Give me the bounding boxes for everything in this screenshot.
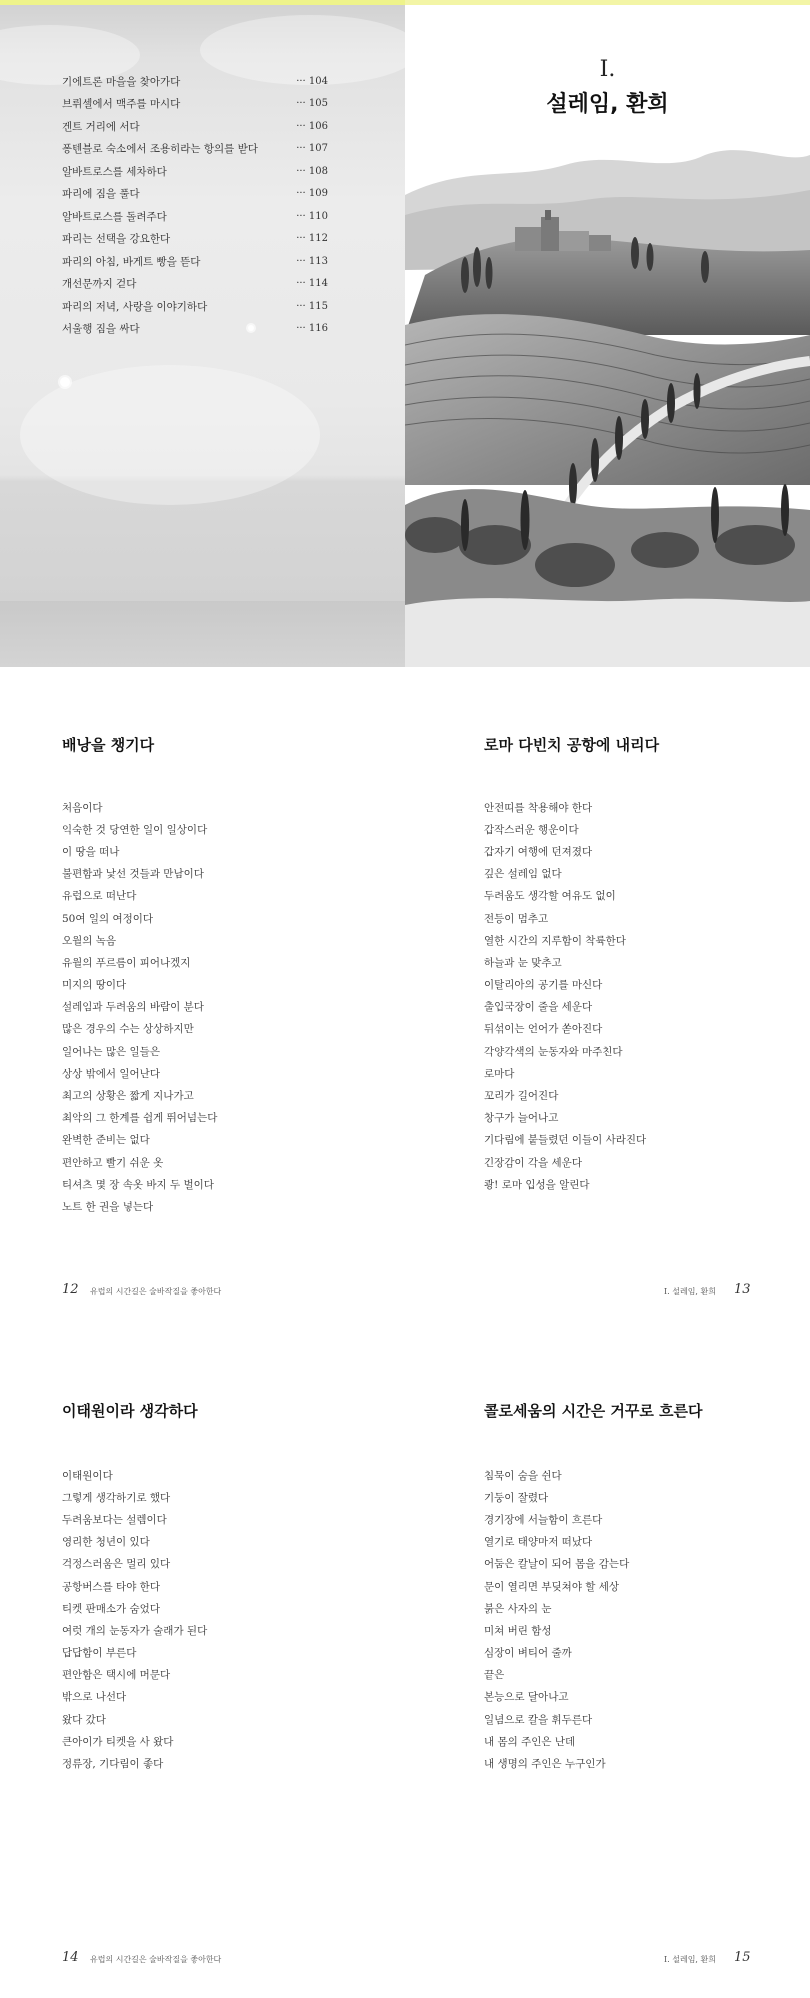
page-number: 13 <box>734 1282 751 1297</box>
chapter-art-page <box>405 5 810 667</box>
toc-item-title: 기에트론 마을을 찾아가다 <box>62 75 181 88</box>
toc-item[interactable] <box>62 138 328 161</box>
poem-line: 경기장에 서늘함이 흐른다 <box>484 1513 603 1526</box>
poem-title: 배낭을 챙기다 <box>62 736 155 754</box>
toc-item-title: 서울행 짐을 싸다 <box>62 323 140 336</box>
toc-item-page: ··· 107 <box>296 143 328 155</box>
poem-line: 걱정스러움은 멀리 있다 <box>62 1558 171 1571</box>
poem-line: 안전띠를 착용해야 한다 <box>484 801 593 814</box>
toc-item[interactable] <box>62 250 328 273</box>
poem-body <box>62 1464 362 1775</box>
toc-item-page: ··· 104 <box>296 75 328 87</box>
toc-item-title: 파리의 아침, 바게트 빵을 뜯다 <box>62 255 201 268</box>
toc-item[interactable] <box>62 295 328 318</box>
toc-item[interactable] <box>62 228 328 251</box>
poem-line: 뒤섞이는 언어가 쏟아진다 <box>484 1023 603 1036</box>
poem-line: 설레임과 두려움의 바람이 분다 <box>62 1001 204 1014</box>
poem-line: 티켓 판매소가 숨었다 <box>62 1602 160 1615</box>
toc-item-page: ··· 116 <box>296 323 328 335</box>
poem-line: 침묵이 숨을 쉰다 <box>484 1469 562 1482</box>
poem-title: 이태원이라 생각하다 <box>62 1402 198 1420</box>
toc-item[interactable] <box>62 205 328 228</box>
toc-item-page: ··· 105 <box>296 98 328 110</box>
poem-line: 정류장, 기다림이 좋다 <box>62 1758 164 1771</box>
poem-line: 출입국장이 줄을 세운다 <box>484 1001 593 1014</box>
poem-line: 기둥이 잘렸다 <box>484 1491 549 1504</box>
table-of-contents <box>62 70 328 340</box>
toc-item-page: ··· 106 <box>296 120 328 132</box>
toc-item-title: 알바트로스를 돌려주다 <box>62 210 167 223</box>
running-header: 유럽의 시간길은 술바작질을 좋아한다 <box>90 1955 222 1964</box>
poem-line: 완벽한 준비는 없다 <box>62 1134 150 1147</box>
poem-line: 갑작스러운 행운이다 <box>484 823 579 836</box>
poem-line: 많은 경우의 수는 상상하지만 <box>62 1023 194 1036</box>
poem-line: 공항버스를 타야 한다 <box>62 1580 160 1593</box>
poem-line: 편안함은 택시에 머문다 <box>62 1669 171 1682</box>
toc-item-page: ··· 114 <box>296 278 328 290</box>
poem-line: 문이 열리면 부딪쳐야 할 세상 <box>484 1580 620 1593</box>
poem-line: 큰아이가 티켓을 사 왔다 <box>62 1735 174 1748</box>
poem-line: 여럿 개의 눈동자가 술래가 된다 <box>62 1624 208 1637</box>
toc-item[interactable] <box>62 183 328 206</box>
poem-line: 유럽으로 떠난다 <box>62 890 137 903</box>
page-number: 12 <box>62 1282 79 1297</box>
poem-line: 일어나는 많은 일들은 <box>62 1045 160 1058</box>
toc-item[interactable] <box>62 318 328 341</box>
poem-line: 깊은 설레임 없다 <box>484 868 562 881</box>
poem-line: 노트 한 권을 넣는다 <box>62 1200 154 1213</box>
page-number: 15 <box>734 1950 751 1965</box>
running-header: I. 설레임, 환희 <box>664 1287 716 1296</box>
poem-line: 최악의 그 한계를 쉽게 뛰어넘는다 <box>62 1112 218 1125</box>
running-header: I. 설레임, 환희 <box>664 1955 716 1964</box>
flower-decoration <box>60 377 70 387</box>
poem-body <box>484 1464 784 1775</box>
poem-line: 상상 밖에서 일어난다 <box>62 1067 160 1080</box>
toc-item-title: 퐁텐블로 숙소에서 조용히라는 항의를 받다 <box>62 143 258 156</box>
poem-line: 익숙한 것 당연한 일이 일상이다 <box>62 823 208 836</box>
toc-item-title: 알바트로스를 세차하다 <box>62 165 167 178</box>
poem-line: 오월의 녹음 <box>62 934 117 947</box>
poem-line: 이탈리아의 공기를 마신다 <box>484 979 603 992</box>
toc-item[interactable] <box>62 70 328 93</box>
poem-line: 각양각색의 눈동자와 마주친다 <box>484 1045 623 1058</box>
toc-item[interactable] <box>62 115 328 138</box>
toc-item-page: ··· 113 <box>296 255 328 267</box>
poem-line: 이태원이다 <box>62 1469 113 1482</box>
poem-line: 티셔츠 몇 장 속옷 바지 두 벌이다 <box>62 1178 214 1191</box>
poem-line: 본능으로 달아나고 <box>484 1691 569 1704</box>
poem-body <box>62 796 362 1218</box>
poem-line: 끝은 <box>484 1669 505 1682</box>
poem-line: 기다림에 붙들렸던 이들이 사라진다 <box>484 1134 647 1147</box>
chapter-title: 설레임, 환희 <box>546 92 669 117</box>
poem-line: 유월의 푸르름이 피어나겠지 <box>62 956 191 969</box>
poem-title: 콜로세움의 시간은 거꾸로 흐른다 <box>484 1402 703 1420</box>
poem-title: 로마 다빈치 공항에 내리다 <box>484 736 660 754</box>
ground-band <box>0 601 405 667</box>
poem-line: 이 땅을 떠나 <box>62 845 120 858</box>
toc-item-page: ··· 112 <box>296 233 328 245</box>
chapter-opener-spread <box>0 5 810 667</box>
poem-line: 왔다 갔다 <box>62 1713 106 1726</box>
poem-line: 일념으로 칼을 휘두른다 <box>484 1713 593 1726</box>
toc-item-page: ··· 115 <box>296 300 328 312</box>
poem-line: 심장이 벼티어 줄까 <box>484 1647 572 1660</box>
toc-item[interactable] <box>62 93 328 116</box>
poem-line: 두려움도 생각할 여유도 없이 <box>484 890 616 903</box>
poem-line: 미쳐 버린 함성 <box>484 1624 552 1637</box>
poem-line: 내 생명의 주인은 누구인가 <box>484 1758 606 1771</box>
poem-line: 하늘과 눈 맞추고 <box>484 956 562 969</box>
toc-item-page: ··· 108 <box>296 165 328 177</box>
toc-item-title: 겐트 거리에 서다 <box>62 120 140 133</box>
toc-item-title: 파리는 선택을 강요한다 <box>62 233 171 246</box>
poem-line: 답답함이 부른다 <box>62 1647 137 1660</box>
toc-item[interactable] <box>62 160 328 183</box>
toc-item[interactable] <box>62 273 328 296</box>
page-number: 14 <box>62 1950 79 1965</box>
toc-item-title: 파리에 짐을 풀다 <box>62 188 140 201</box>
poem-line: 전등이 멈추고 <box>484 912 549 925</box>
poem-line: 열기로 태양마저 떠났다 <box>484 1536 593 1549</box>
poem-line: 처음이다 <box>62 801 103 814</box>
poem-line: 불편함과 낯선 것들과 만남이다 <box>62 868 204 881</box>
poem-line: 50여 일의 여정이다 <box>62 912 154 925</box>
poem-line: 창구가 늘어나고 <box>484 1112 559 1125</box>
poem-line: 미지의 땅이다 <box>62 979 127 992</box>
poem-line: 영리한 청년이 있다 <box>62 1536 150 1549</box>
toc-item-title: 개선문까지 걷다 <box>62 278 137 291</box>
poem-line: 그렇게 생각하기로 했다 <box>62 1491 171 1504</box>
poem-line: 내 몸의 주인은 난데 <box>484 1735 576 1748</box>
poem-line: 최고의 상황은 짧게 지나가고 <box>62 1090 194 1103</box>
poem-line: 어둠은 칼날이 되어 몸을 감는다 <box>484 1558 630 1571</box>
poem-line: 두려움보다는 설렘이다 <box>62 1513 167 1526</box>
poem-line: 쾅! 로마 입성을 알린다 <box>484 1178 590 1191</box>
poem-line: 붉은 사자의 눈 <box>484 1602 552 1615</box>
poem-body <box>484 796 784 1195</box>
toc-item-page: ··· 110 <box>296 210 328 222</box>
poem-line: 갑자기 여행에 던져졌다 <box>484 845 593 858</box>
poem-line: 편안하고 빨기 쉬운 옷 <box>62 1156 164 1169</box>
poem-line: 밖으로 나선다 <box>62 1691 127 1704</box>
toc-item-title: 파리의 저녁, 사랑을 이야기하다 <box>62 300 208 313</box>
toc-item-page: ··· 109 <box>296 188 328 200</box>
toc-page <box>0 5 405 667</box>
poem-line: 꼬리가 길어진다 <box>484 1090 559 1103</box>
poem-line: 긴장감이 각을 세운다 <box>484 1156 582 1169</box>
running-header: 유럽의 시간길은 술바작질을 좋아한다 <box>90 1287 222 1296</box>
poem-line: 열한 시간의 지루함이 착륙한다 <box>484 934 626 947</box>
toc-item-title: 브뤼셀에서 맥주를 마시다 <box>62 98 181 111</box>
poem-line: 로마다 <box>484 1067 515 1080</box>
chapter-number: I. <box>599 57 616 82</box>
